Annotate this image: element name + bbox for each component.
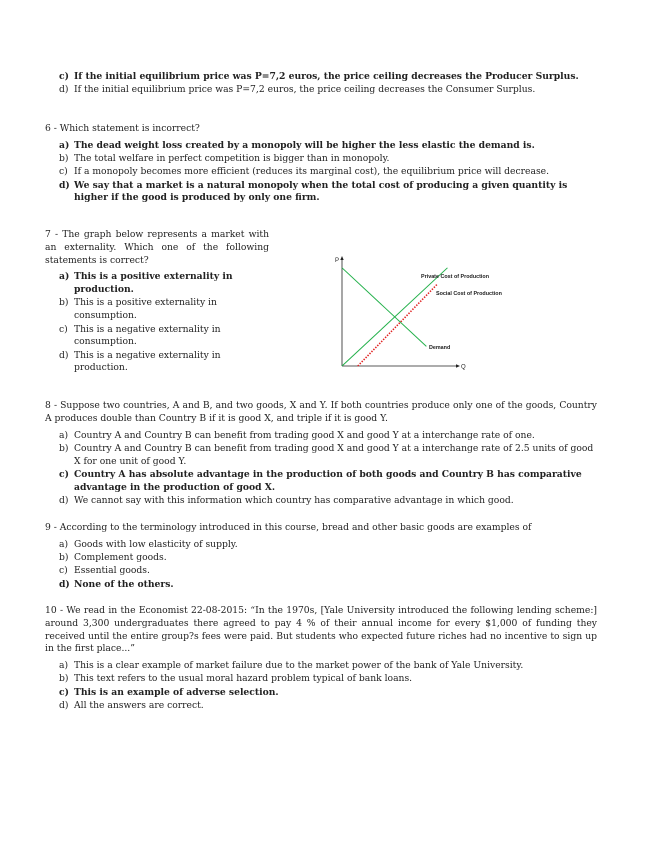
option-10b: b) This text refers to the usual moral hazard problem typical of bank loans.: [59, 673, 413, 685]
x-axis-arrow: [456, 364, 460, 367]
y-axis-arrow: [340, 256, 343, 260]
series-line-demand: [342, 268, 426, 347]
option-5d: d) If the initial equilibrium price was P=7,2 euros, the price ceiling decreases the Consumer Surplus.: [59, 84, 536, 96]
externality-graph: [328, 250, 528, 375]
option-6a: a) The dead weight loss created by a monopoly will be higher the less elastic the demand is.: [59, 139, 535, 151]
question-6: [45, 123, 597, 206]
option-10a: a) This is a clear example of market failure due to the market power of the bank of Yale University.: [59, 660, 524, 672]
question-5: [45, 71, 597, 98]
option-6b: b) The total welfare in perfect competition is bigger than in monopoly.: [59, 153, 390, 165]
question-7-stem: 7 - The graph below represents a market with an externality. Which one of the following statements is correct?: [45, 229, 269, 266]
option-7c: c) This is a negative externality in consumption.: [59, 323, 221, 348]
option-7d: d) This is a negative externality in production.: [59, 349, 221, 374]
question-9: [45, 522, 597, 592]
series-line-social-cost: [358, 285, 437, 366]
question-5-options: [45, 71, 597, 97]
option-7b: b) This is a positive externality in consumption.: [59, 297, 217, 322]
label-demand: Demand: [429, 345, 451, 351]
question-7-options: [45, 271, 269, 375]
question-7: [45, 229, 269, 376]
option-8b: b) Country A and Country B can benefit from trading good X and good Y at a interchange rate of 2.5 units of good X for one unit of good Y.: [59, 442, 594, 467]
option-6d: d) We say that a market is a natural monopoly when the total cost of producing a given quantity is higher if the good is produced by only one firm.: [59, 179, 568, 204]
option-9d: d) None of the others.: [59, 578, 174, 590]
option-6c: c) If a monopoly becomes more efficient (reduces its marginal cost), the equilibrium price will decrease.: [59, 166, 550, 178]
question-10-options: [45, 660, 597, 713]
option-9a: a) Goods with low elasticity of supply.: [59, 538, 238, 550]
option-9b: b) Complement goods.: [59, 552, 167, 564]
question-10-stem: 10 - We read in the Economist 22-08-2015: “In the 1970s, [Yale University introduced the following lending scheme:] around 3,300 undergraduates there agreed to pay 4 % of their annual income for every $1,000 of funding they received until the entire group?s fees were paid. But students who expected future riches had no incentive to sign up in the first place...”: [45, 605, 597, 655]
question-8-stem: 8 - Suppose two countries, A and B, and two goods, X and Y. If both countries produce only one of the goods, Country A produces double than Country B if it is good X, and triple if it is good Y.: [45, 400, 597, 424]
question-9-stem: 9 - According to the terminology introduced in this course, bread and other basic goods are examples of: [45, 522, 532, 533]
option-9c: c) Essential goods.: [59, 565, 150, 577]
question-9-options: [45, 539, 597, 592]
question-10: [45, 605, 597, 713]
question-8: [45, 400, 597, 508]
y-axis-label: P: [335, 258, 340, 264]
option-8a: a) Country A and Country B can benefit from trading good X and good Y at a interchange rate of one.: [59, 429, 535, 441]
label-private-cost: Private Cost of Production: [421, 274, 489, 280]
x-axis-label: Q: [461, 364, 466, 371]
question-6-options: [45, 140, 597, 205]
option-8c: c) Country A has absolute advantage in the production of both goods and Country B has comparative advantage in the production of good X.: [59, 468, 582, 493]
label-social-cost: Social Cost of Production: [436, 291, 502, 297]
question-8-options: [45, 430, 597, 508]
option-7a: a) This is a positive externality in production.: [59, 271, 233, 296]
option-8d: d) We cannot say with this information which country has comparative advantage in which good.: [59, 495, 514, 507]
option-10d: d) All the answers are correct.: [59, 700, 204, 712]
question-6-stem: 6 - Which statement is incorrect?: [45, 123, 200, 134]
option-5c: c) If the initial equilibrium price was P=7,2 euros, the price ceiling decreases the Producer Surplus.: [59, 71, 579, 82]
option-10c: c) This is an example of adverse selection.: [59, 686, 279, 698]
